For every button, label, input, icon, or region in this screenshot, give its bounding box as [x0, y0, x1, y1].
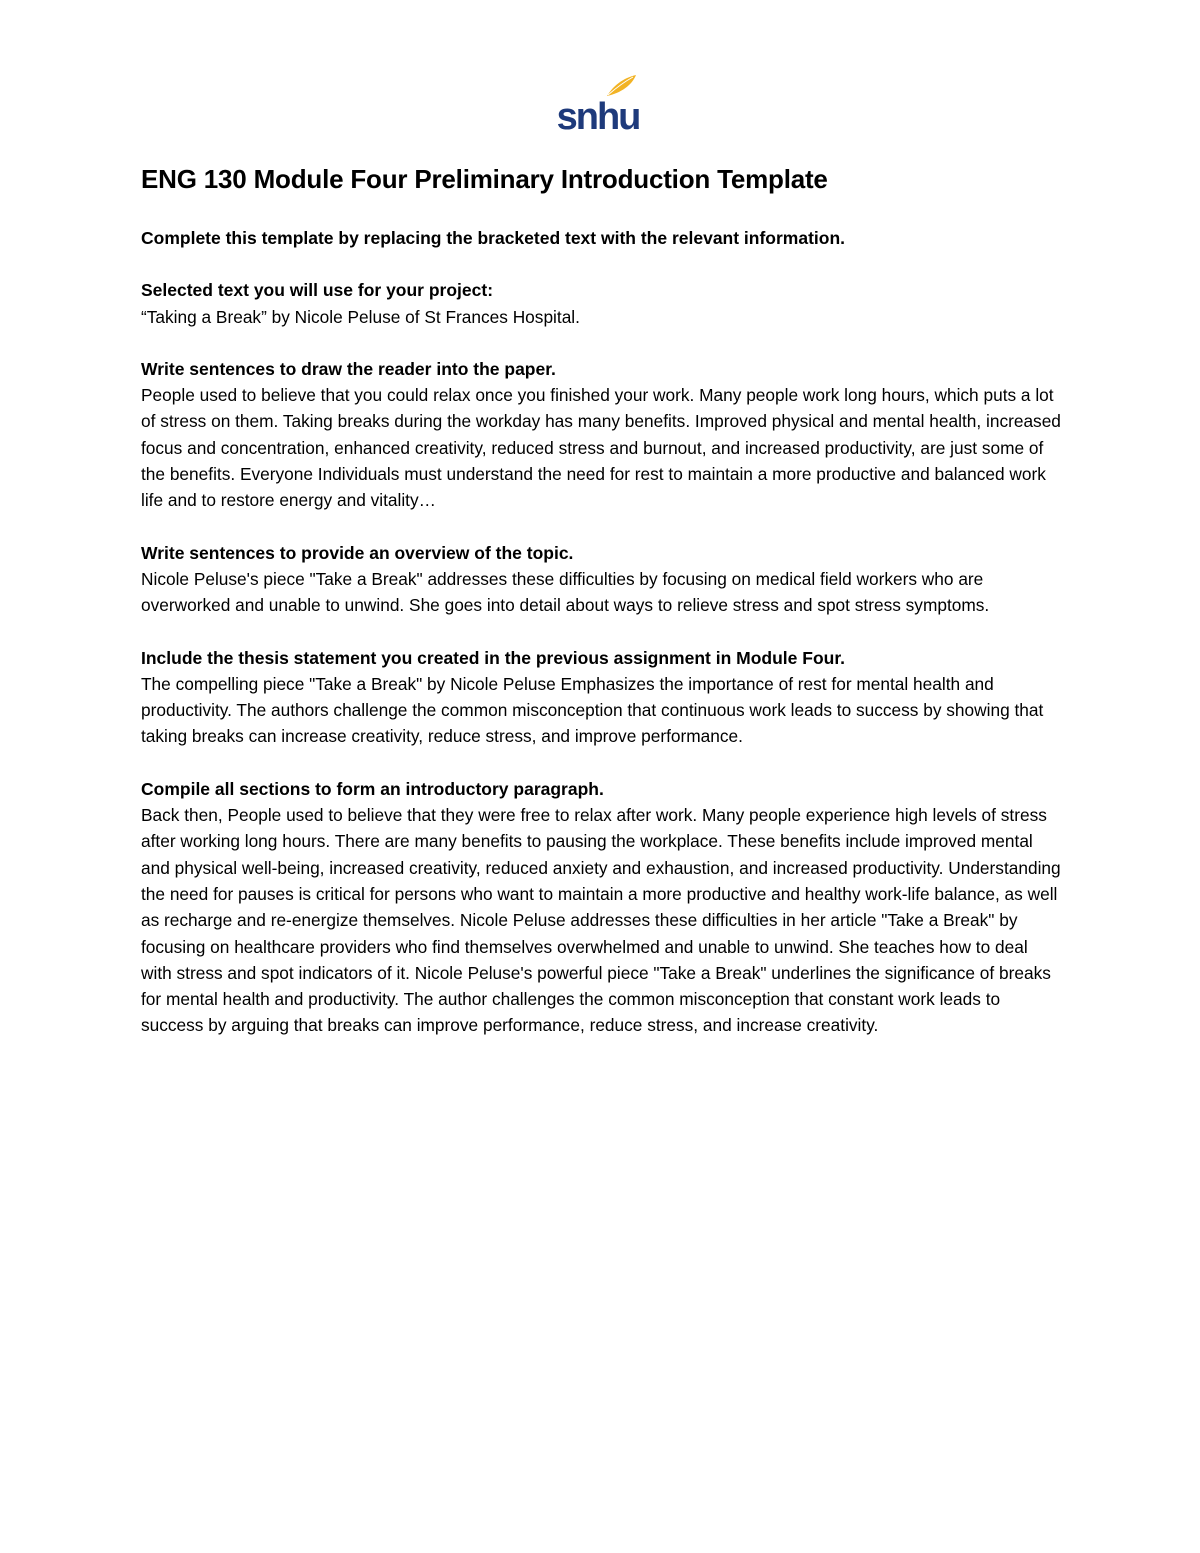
section-selected-text	[141, 277, 1061, 330]
section-hook-sentences	[141, 356, 1061, 514]
section-heading: Include the thesis statement you created in the previous assignment in Module Four.	[141, 647, 846, 668]
section-introductory-paragraph	[141, 776, 1061, 1039]
section-heading: Compile all sections to form an introductory paragraph.	[141, 778, 604, 799]
section-heading: Selected text you will use for your project:	[141, 280, 494, 301]
section-body: Back then, People used to believe that they were free to relax after work. Many people experience high levels of stress after working long hours. There are many benefits to pausing the workplace. These benefits include improved mental and physical well-being, increased creativity, reduced anxiety and exhaustion, and increased productivity. Understanding the need for pauses is critical for persons who want to maintain a more productive and healthy work-life balance, as well as recharge and re-energize themselves. Nicole Peluse addresses these difficulties in her article "Take a Break" by focusing on healthcare providers who find themselves overwhelmed and unable to unwind. She teaches how to deal with stress and spot indicators of it. Nicole Peluse's powerful piece "Take a Break" underlines the significance of breaks for mental health and productivity. The author challenges the common misconception that constant work leads to success by arguing that breaks can improve performance, reduce stress, and increase creativity.	[141, 805, 1061, 1036]
logo-wordmark: snhu	[556, 96, 640, 134]
template-instruction: Complete this template by replacing the bracketed text with the relevant information.	[141, 228, 846, 248]
section-body: Nicole Peluse's piece "Take a Break" addresses these difficulties by focusing on medical field workers who are overworked and unable to unwind. She goes into detail about ways to relieve stress and spot stress symptoms.	[141, 568, 990, 616]
snhu-logo-graphic	[553, 72, 643, 134]
section-topic-overview	[141, 540, 1061, 619]
section-heading: Write sentences to draw the reader into the paper.	[141, 358, 556, 379]
section-thesis-statement	[141, 645, 1061, 750]
section-heading: Write sentences to provide an overview of the topic.	[141, 542, 574, 563]
section-body: The compelling piece "Take a Break" by Nicole Peluse Emphasizes the importance of rest for mental health and productivity. The authors challenge the common misconception that continuous work leads to success by showing that taking breaks can increase creativity, reduce stress, and improve performance.	[141, 673, 1044, 747]
section-body: People used to believe that you could relax once you finished your work. Many people work long hours, which puts a lot of stress on them. Taking breaks during the workday has many benefits. Improved physical and mental health, increased focus and concentration, enhanced creativity, reduced stress and burnout, and increased productivity, are just some of the benefits. Everyone Individuals must understand the need for rest to maintain a more productive and balanced work life and to restore energy and vitality…	[141, 385, 1061, 511]
section-body: “Taking a Break” by Nicole Peluse of St Frances Hospital.	[141, 306, 580, 327]
page-title: ENG 130 Module Four Preliminary Introduction Template	[141, 164, 828, 194]
snhu-logo	[553, 72, 643, 134]
document-body	[141, 160, 1061, 1039]
